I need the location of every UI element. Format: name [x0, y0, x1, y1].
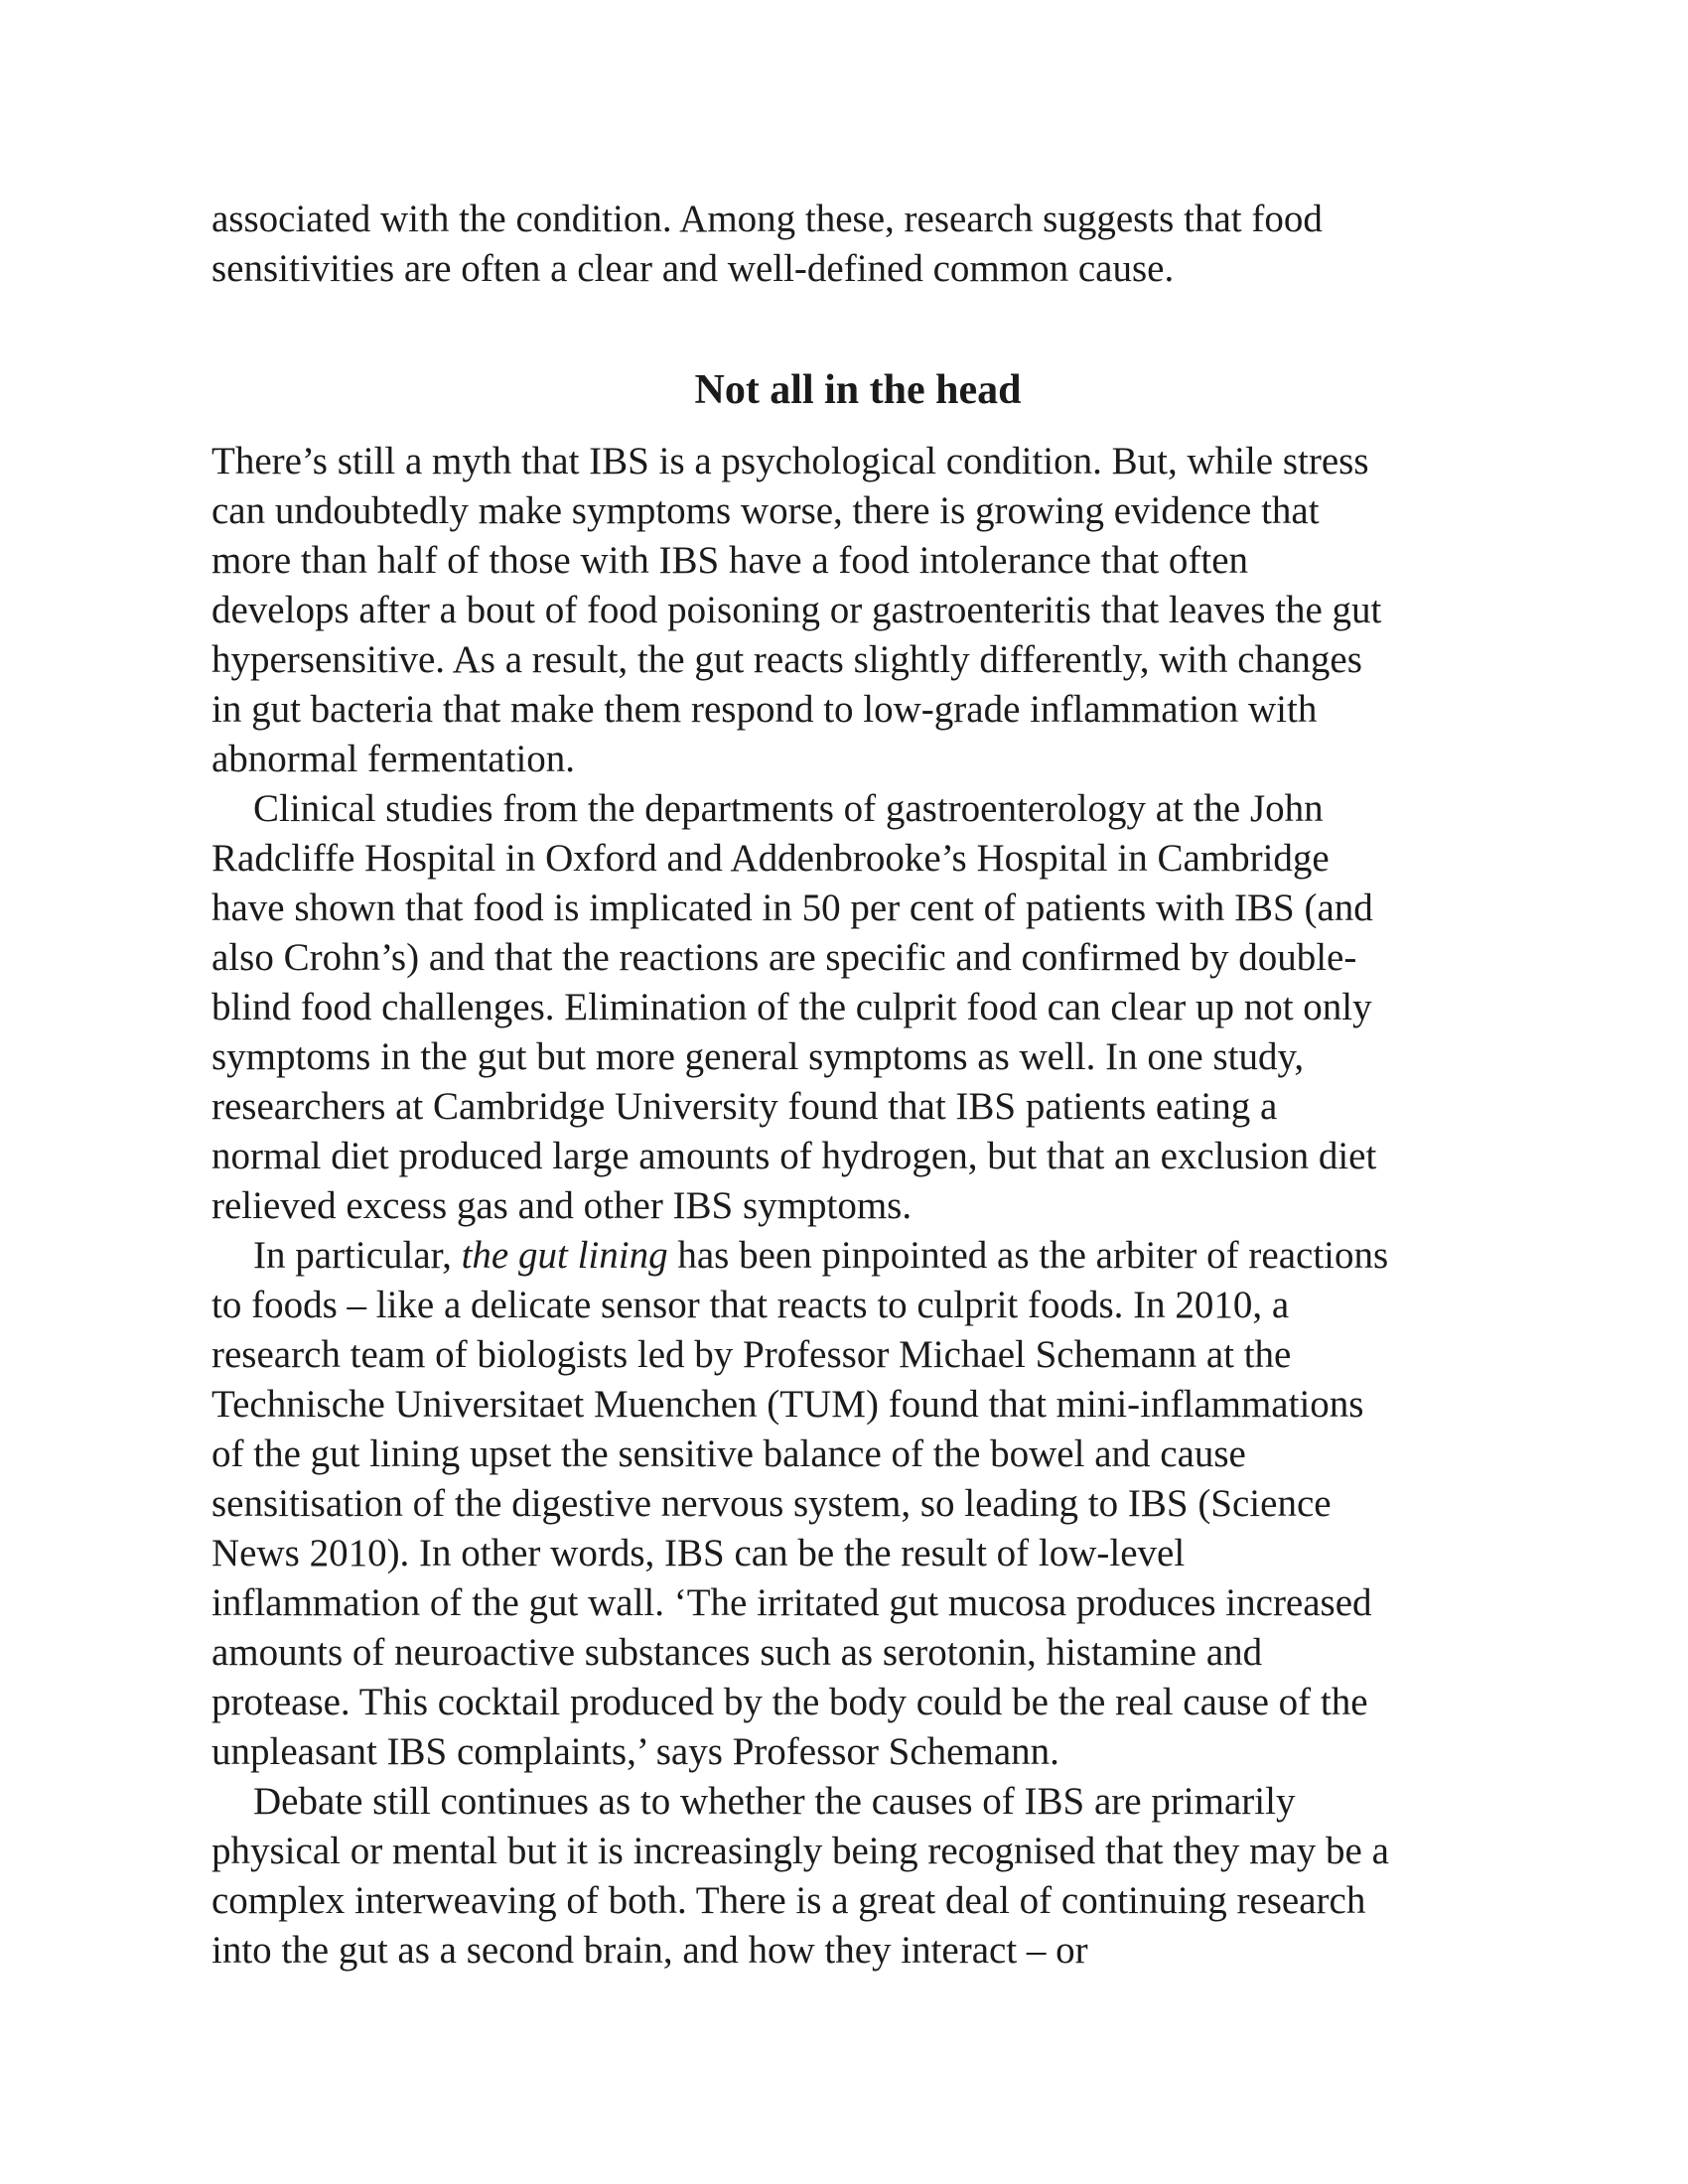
page-body [211, 195, 1492, 1976]
paragraph-2 [211, 784, 1492, 1231]
paragraph-4 [211, 1777, 1492, 1976]
text-line: also Crohn’s) and that the reactions are specific and confirmed by double- [211, 936, 1357, 979]
text-line: News 2010). In other words, IBS can be the result of low-level [211, 1532, 1186, 1574]
text-line: Radcliffe Hospital in Oxford and Addenbrooke’s Hospital in Cambridge [211, 837, 1330, 880]
text-line: hypersensitive. As a result, the gut reacts slightly differently, with changes [211, 638, 1362, 681]
text-line: inflammation of the gut wall. ‘The irritated gut mucosa produces increased [211, 1581, 1372, 1624]
text-line: amounts of neuroactive substances such as serotonin, histamine and [211, 1631, 1263, 1674]
text-line: more than half of those with IBS have a food intolerance that often [211, 539, 1249, 582]
text-line: complex interweaving of both. There is a great deal of continuing research [211, 1879, 1366, 1922]
text-line: have shown that food is implicated in 50 per cent of patients with IBS (and [211, 887, 1373, 929]
text-line: of the gut lining upset the sensitive balance of the bowel and cause [211, 1433, 1246, 1475]
text-line: protease. This cocktail produced by the body could be the real cause of the [211, 1681, 1368, 1723]
text-line: researchers at Cambridge University found that IBS patients eating a [211, 1085, 1278, 1128]
text-line: into the gut as a second brain, and how they interact – or [211, 1929, 1088, 1972]
text-line: blind food challenges. Elimination of the culprit food can clear up not only [211, 986, 1372, 1028]
italic-term: the gut lining [461, 1234, 668, 1277]
paragraph-1 [211, 437, 1492, 784]
opening-paragraph [211, 195, 1492, 294]
text-line: research team of biologists led by Professor Michael Schemann at the [211, 1333, 1292, 1376]
text-line: symptoms in the gut but more general symptoms as well. In one study, [211, 1035, 1305, 1078]
text-line: Debate still continues as to whether the causes of IBS are primarily [253, 1780, 1296, 1823]
text-line: normal diet produced large amounts of hydrogen, but that an exclusion diet [211, 1135, 1377, 1177]
text-line: develops after a bout of food poisoning or gastroenteritis that leaves the gut [211, 589, 1382, 631]
text-line [211, 1231, 1492, 1281]
text-line: Technische Universitaet Muenchen (TUM) found that mini-inflammations [211, 1383, 1364, 1426]
text-line: in gut bacteria that make them respond to low-grade inflammation with [211, 688, 1318, 731]
text-run: In particular, [253, 1234, 462, 1277]
text-line: abnormal fermentation. [211, 738, 576, 780]
spacer [211, 415, 1492, 437]
text-line: can undoubtedly make symptoms worse, there is growing evidence that [211, 489, 1320, 532]
text-line: There’s still a myth that IBS is a psychological condition. But, while stress [211, 440, 1369, 482]
text-line: associated with the condition. Among these, research suggests that food [211, 198, 1323, 240]
text-line: to foods – like a delicate sensor that reacts to culprit foods. In 2010, a [211, 1284, 1290, 1326]
text-line: sensitivities are often a clear and well-defined common cause. [211, 247, 1175, 290]
text-line: relieved excess gas and other IBS symptoms. [211, 1184, 913, 1227]
spacer [211, 294, 1492, 365]
text-run: has been pinpointed as the arbiter of reactions [667, 1234, 1389, 1277]
text-line: Clinical studies from the departments of gastroenterology at the John [253, 787, 1324, 830]
text-line: unpleasant IBS complaints,’ says Professor Schemann. [211, 1730, 1059, 1773]
text-line: sensitisation of the digestive nervous system, so leading to IBS (Science [211, 1482, 1332, 1525]
section-heading: Not all in the head [694, 367, 1022, 413]
text-line: physical or mental but it is increasingly being recognised that they may be a [211, 1830, 1389, 1872]
paragraph-3 [211, 1231, 1492, 1777]
